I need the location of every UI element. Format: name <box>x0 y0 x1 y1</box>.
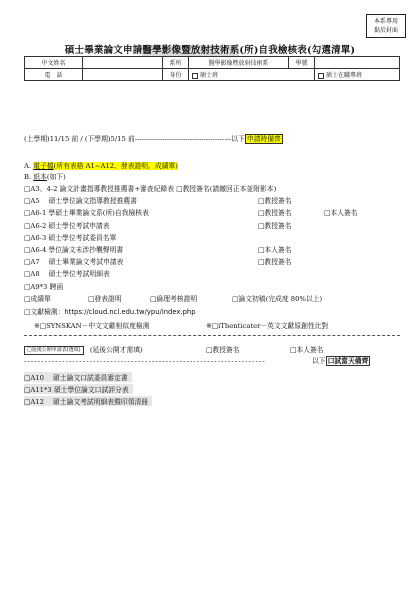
checklist-item[interactable]: □A5 碩士學位論文指導教授推薦書 <box>24 197 137 206</box>
checklist-item-sign[interactable]: □教授簽名 <box>258 258 292 267</box>
stamp-line-2: 黏於封面 <box>373 27 398 34</box>
phone-label: 電 話 <box>25 69 83 81</box>
extras-ethics: □倫理考核證明 <box>150 295 198 303</box>
delay-sign-self: □本人簽名 <box>290 346 324 354</box>
extras-line-3: ※□SYNSKAN－中文文獻相似度檢測 <box>34 322 150 330</box>
title-prefix: 碩士畢業論文申請 <box>64 45 143 56</box>
identity-option-master[interactable]: 碩士班 <box>189 69 315 81</box>
identity-label: 身份 <box>163 69 189 81</box>
section-b-detail: (如下) <box>46 173 66 181</box>
student-info-table <box>24 56 400 81</box>
stamp-line-1: 本系專用 <box>373 18 398 25</box>
checkbox-icon[interactable] <box>318 73 324 79</box>
page-title <box>0 42 420 56</box>
extras-publication: □發表證明 <box>88 295 122 303</box>
section-a-detail: (所有表格 A1~A12、發表證明、成績單) <box>53 162 178 170</box>
deadline-text: (上學期)11/15 前 / (下學期)5/15 前------------------------------------------以下 <box>24 135 245 143</box>
section-a-label: 電子檔 <box>33 162 54 170</box>
final-checklist-item[interactable]: □A11*3 碩士學位論文口試評分表 <box>24 384 133 394</box>
deadline-line <box>24 133 283 143</box>
checklist-item-sign[interactable]: □本人簽名 <box>258 246 292 254</box>
oral-note: 口試當天備齊 <box>327 357 369 365</box>
checklist-item[interactable]: □A7 碩士畢業論文考試申請表 <box>24 258 124 267</box>
extra-transcript[interactable]: □成績單 <box>24 295 51 303</box>
checklist-item[interactable]: □A6-1 學碩士畢業論文系(所)自我檢核表 <box>24 209 149 218</box>
student-id-label: 學號 <box>289 57 315 69</box>
section-b-label: 紙本 <box>33 173 47 181</box>
checklist-item-sign[interactable]: □教授簽名 <box>258 209 292 218</box>
checklist-item[interactable]: □A6-3 碩士學位考試委員名單 <box>24 233 117 242</box>
final-checklist-item[interactable]: □A12 碩士論文考試明細表暨印領清冊 <box>24 396 152 406</box>
checklist-item[interactable]: □A6-4 學位論文未涉抄襲聲明書 <box>24 246 124 254</box>
title-suffix: (所)自我檢核表(勾選清單) <box>239 45 356 56</box>
extras-line-1 <box>24 293 51 303</box>
title-dept: 醫學影像暨放射技術系 <box>142 45 240 56</box>
checklist-item-sign[interactable]: □教授簽名 <box>258 221 292 230</box>
oral-line: - - - - - - - - - - - - - - - - - - - - - - - - - - - - - - - - - - - - - - - - - - - - - - - - - - - - - - - - - - - - - - - - - - - - - - <box>24 357 265 365</box>
checklist-item-sign-self[interactable]: □本人簽名 <box>324 209 358 218</box>
extras-line-3b: ※□iThenticater－英文文獻原創性比對 <box>206 322 329 330</box>
phone-field[interactable] <box>83 69 163 81</box>
extras-line-2: □文獻檢測：https://cloud.ncl.edu.tw/ypu/index.php <box>24 308 196 316</box>
checklist-item[interactable]: □A6-2 碩士學位考試申請表 <box>24 221 110 230</box>
delay-sign-prof: □教授簽名 <box>206 346 240 354</box>
delay-form-box[interactable]: □延後公開申請表(選填) <box>24 346 84 355</box>
checkbox-icon[interactable] <box>192 73 198 79</box>
dept-value: 醫學影像暨放射技術系 <box>189 57 289 69</box>
name-label: 中文姓名 <box>25 57 83 69</box>
section-b: B. 紙本(如下) <box>24 173 66 181</box>
oral-label: 以下 口試當天備齊 <box>312 357 369 365</box>
final-checklist-item[interactable]: □A10 碩士論文口試委員審定書 <box>24 372 132 382</box>
identity-option-inservice[interactable]: 碩士在職專班 <box>315 69 400 81</box>
dept-label: 系所 <box>163 57 189 69</box>
delay-note: (延後公開才需填) <box>89 346 143 354</box>
checklist-item-sign[interactable]: □教授簽名 <box>258 197 292 206</box>
office-use-stamp <box>366 14 406 38</box>
divider <box>24 335 400 336</box>
checklist-item[interactable]: □A8 碩士學位考試明細表 <box>24 270 110 279</box>
student-id-field[interactable] <box>315 57 400 69</box>
name-field[interactable] <box>83 57 163 69</box>
extras-draft: □論文初稿(完成度 80%以上) <box>232 295 323 303</box>
deadline-note: 申請時備齊 <box>246 135 281 143</box>
section-a: A. 電子檔(所有表格 A1~A12、發表證明、成績單) <box>24 162 178 170</box>
checklist-item[interactable]: □A3、4-2 論文計畫指導教授推薦書+審查紀錄表 □教授簽名(請繳回正本並附影本) <box>24 185 277 193</box>
delay-line <box>24 344 143 355</box>
checklist-item[interactable]: □A9*3 聘函 <box>24 282 64 291</box>
